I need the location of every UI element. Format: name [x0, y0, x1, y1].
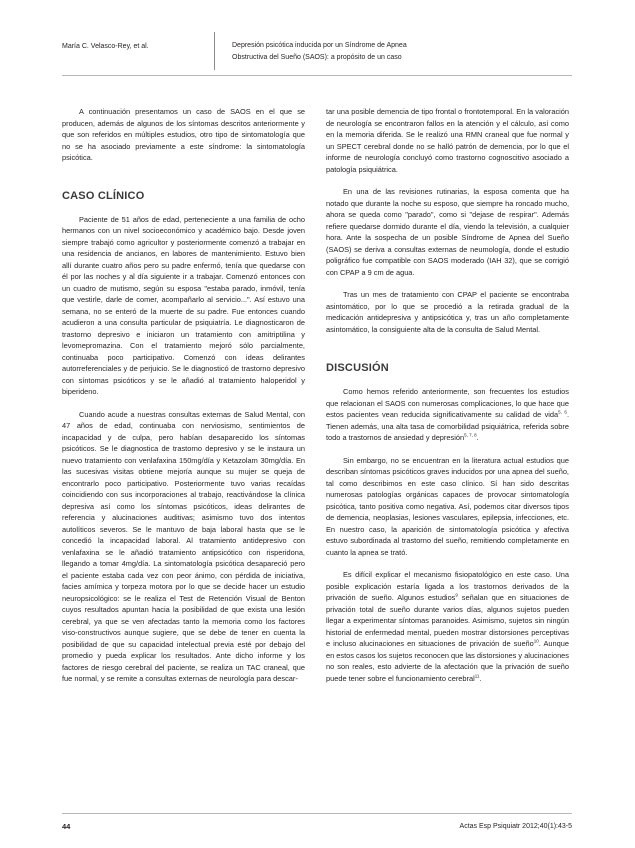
citation-11: 11 [474, 673, 480, 679]
citation-9: 9 [455, 592, 458, 598]
discusion-p1-mid: . Tienen además, una alta tasa de comorbilidad psiquiátrica, referida sobre todo a trastornos de ansiedad y depresión [326, 410, 569, 442]
citation-5-6: 5, 6 [558, 409, 567, 415]
left-column [62, 106, 305, 696]
header-running-title [232, 40, 407, 64]
journal-citation: Actas Esp Psiquiatr 2012;40(1):43-5 [459, 823, 572, 830]
discusion-p1-text: Como hemos referido anteriormente, son frecuentes los estudios que relacionan el SAOS con numerosas complicaciones, lo que hace que estos pacientes vean reducida significativamente su calidad de vida [326, 387, 569, 419]
caso-paragraph-2: Cuando acude a nuestras consultas externas de Salud Mental, con 47 años de edad, continuaba con nerviosismo, sentimientos de incapacidad y de culpa, pero habían desaparecido los síntomas psicóticos. Se le diagnostica de trastorno depresivo y se le instaura un nuevo tratamiento con venlafaxina 150mg/día y Ketazolam 30mg/día. En las sucesivas visitas obtiene mejoría aunque su mujer se queja de encontrarlo poco participativo. Posteriormente tuvo varias recaídas coincidiendo con sus incorporaciones al trabajo, reactivándose la clínica depresiva así como los síntomas psicóticos, ideas delirantes de referencia y alucinaciones auditivas; asimismo tuvo dos intentos autolíticos severos. Se le mantuvo de baja laboral hasta que se le concedió la incapacidad laboral. Al tratamiento antidepresivo con venlafaxina se le añadió tratamiento antipsicótico con risperidona, llegando a tomar 4mg/día. La sintomatología psicótica desapareció pero el paciente estaba cada vez con peor ánimo, con pérdida de iniciativa, facies amímica y torpeza motora por lo que se decide hacer un estudio neuropsicológico: se le realiza el Test de Retención Visual de Benton cuyos resultados apuntan hacia la posibilidad de que exista una lesión cerebral, ya que se ven afectadas tanto la memoria como los factores viso-constructivos aunque sugiere, que se debe de tener en cuenta la posibilidad de que su capacidad intelectual previa esté por debajo del promedio y pueda explicar los resultados. Ante dicho informe y los factores de riesgo cerebral del paciente, se realiza un TAC craneal, que fue normal, y se remite a consultas externas de neurología para descar- [62, 409, 305, 683]
caso-paragraph-5: Tras un mes de tratamiento con CPAP el paciente se encontraba asintomático, por lo que se procedió a la retirada gradual de la medicación antidepresiva y antipsicótica y, tras un año completamente asintomático, la consiguiente alta de la consulta de Salud Mental. [326, 290, 569, 334]
header-rule [62, 75, 572, 76]
header-divider [214, 32, 215, 70]
running-title-line-2: Obstructiva del Sueño (SAOS): a propósito de un caso [232, 54, 402, 61]
discusion-paragraph-2: Sin embargo, no se encuentran en la literatura actual estudios que describan síntomas psicóticos graves inducidos por una apnea del sueño, tal como describimos en este caso clínico. Sí han sido descritas numerosas patologías orgánicas capaces de provocar sintomatología psicótica, tanto positiva como negativa. Así, podemos citar diversos tipos de demencia, neoplasias, lesiones vasculares, epilepsia, infecciones, etc. En nuestro caso, la aparición de sintomatología psicótica y afectiva estuvo subordinada al trastorno del sueño, remitiendo completamente en cuanto la apnea se trató. [326, 455, 569, 557]
discusion-p1-end: . [476, 433, 479, 442]
caso-paragraph-4: En una de las revisiones rutinarias, la esposa comenta que ha notado que durante la noche su esposo, que siempre ha roncado mucho, ahora se queda como "parado", como si "dejase de respirar". Además refiere quedarse dormido durante el día, viendo la televisión, a cualquier hora. Ante la sospecha de un posible Síndrome de Apnea del Sueño (SAOS) se deriva a consultas externas de neumología, donde el estudio poligráfico fue compatible con SAOS moderado (IAH 32), que se corrigió con CPAP a 9 cm de agua. [326, 187, 569, 277]
section-heading-caso-clinico: CASO CLÍNICO [62, 189, 145, 202]
caso-paragraph-1: Paciente de 51 años de edad, perteneciente a una familia de ocho hermanos con un nivel socioeconómico y académico bajo. Desde joven siempre trabajó como agricultor y posteriormente comenzó a trabajar en una residencia de ancianos, en labores de mantenimiento. Estuvo bien allí durante cuatro años pero su padre enfermó, tenía que quedarse con él por las noches y al día siguiente ir a trabajar. Comenzó entonces con un cuadro de mutismo, según su esposa "estaba parado, inmóvil, tenía que vestirle, darle de comer, acompañarlo al servicio...". Así estuvo una semana, no se enteró de la muerte de su padre. Fue entonces cuando acudieron a una consulta particular de psiquiatría. Le diagnosticaron de trastorno depresivo e iniciaron un tratamiento con amitriptilina y levomepromazina. Con el tratamiento mejoró sólo parcialmente, continuaba poco participativo. Comenzó con ideas delirantes autorreferenciales y de perjuicio. Se le diagnosticó de trastorno depresivo con síntomas psicóticos y se le añadió al tratamiento haloperidol y biperideno. [62, 214, 305, 396]
discusion-paragraph-1 [326, 386, 569, 444]
caso-paragraph-3: tar una posible demencia de tipo frontal o frontotemporal. En la valoración de neurología se encontraron fallos en la atención y el cálculo, así como en la memoria diferida. Se le realizó una RMN craneal que fue normal y un SPECT cerebral donde no se halló patrón de demencia, por lo que el informe de neurología concluyó como trastorno cognoscitivo asociado a patología psiquiátrica. [326, 107, 569, 174]
discusion-p3-end: . [479, 673, 482, 683]
intro-paragraph: A continuación presentamos un caso de SAOS en el que se producen, además de algunos de los síntomas descritos anteriormente y que son referidos en múltiples estudios, otro tipo de sintomatología que no se ha asociado previamente a este síndrome: la sintomatología psicótica. [62, 107, 305, 162]
header-authors: María C. Velasco-Rey, et al. [62, 43, 149, 50]
section-heading-discusion: DISCUSIÓN [326, 362, 389, 374]
right-column [326, 106, 569, 695]
discusion-p3-mid: señalan que en situaciones de privación total de sueño durante varios días, algunos sujetos pueden llegar a experimentar síntomas paranoides. Asimismo, sujetos sin ningún historial de enfermedad mental, pueden mostrar distorsiones perceptivas e incluso alucinaciones en situaciones de privación de sueño [326, 593, 570, 648]
page-number: 44 [62, 822, 71, 831]
footer-rule [62, 813, 572, 814]
running-title-line-1: Depresión psicótica inducida por un Síndrome de Apnea [232, 42, 407, 49]
citation-10: 10 [533, 638, 539, 644]
discusion-paragraph-3 [326, 569, 569, 684]
discusion-p3-text: Es difícil explicar el mecanismo fisiopatológico en este caso. Una posible explicación estaría ligada a los trastornos derivados de la privación de sueño. Algunos estudios [326, 570, 569, 602]
discusion-p3-mid2: . Aunque en estos casos los sujetos reconocen que las distorsiones y alucinaciones no son reales, esto advierte de la afectación que la privación de sueño puede tener sobre el funcionamiento cerebral [326, 639, 569, 683]
citation-5-7-8: 5, 7, 8 [464, 432, 477, 438]
